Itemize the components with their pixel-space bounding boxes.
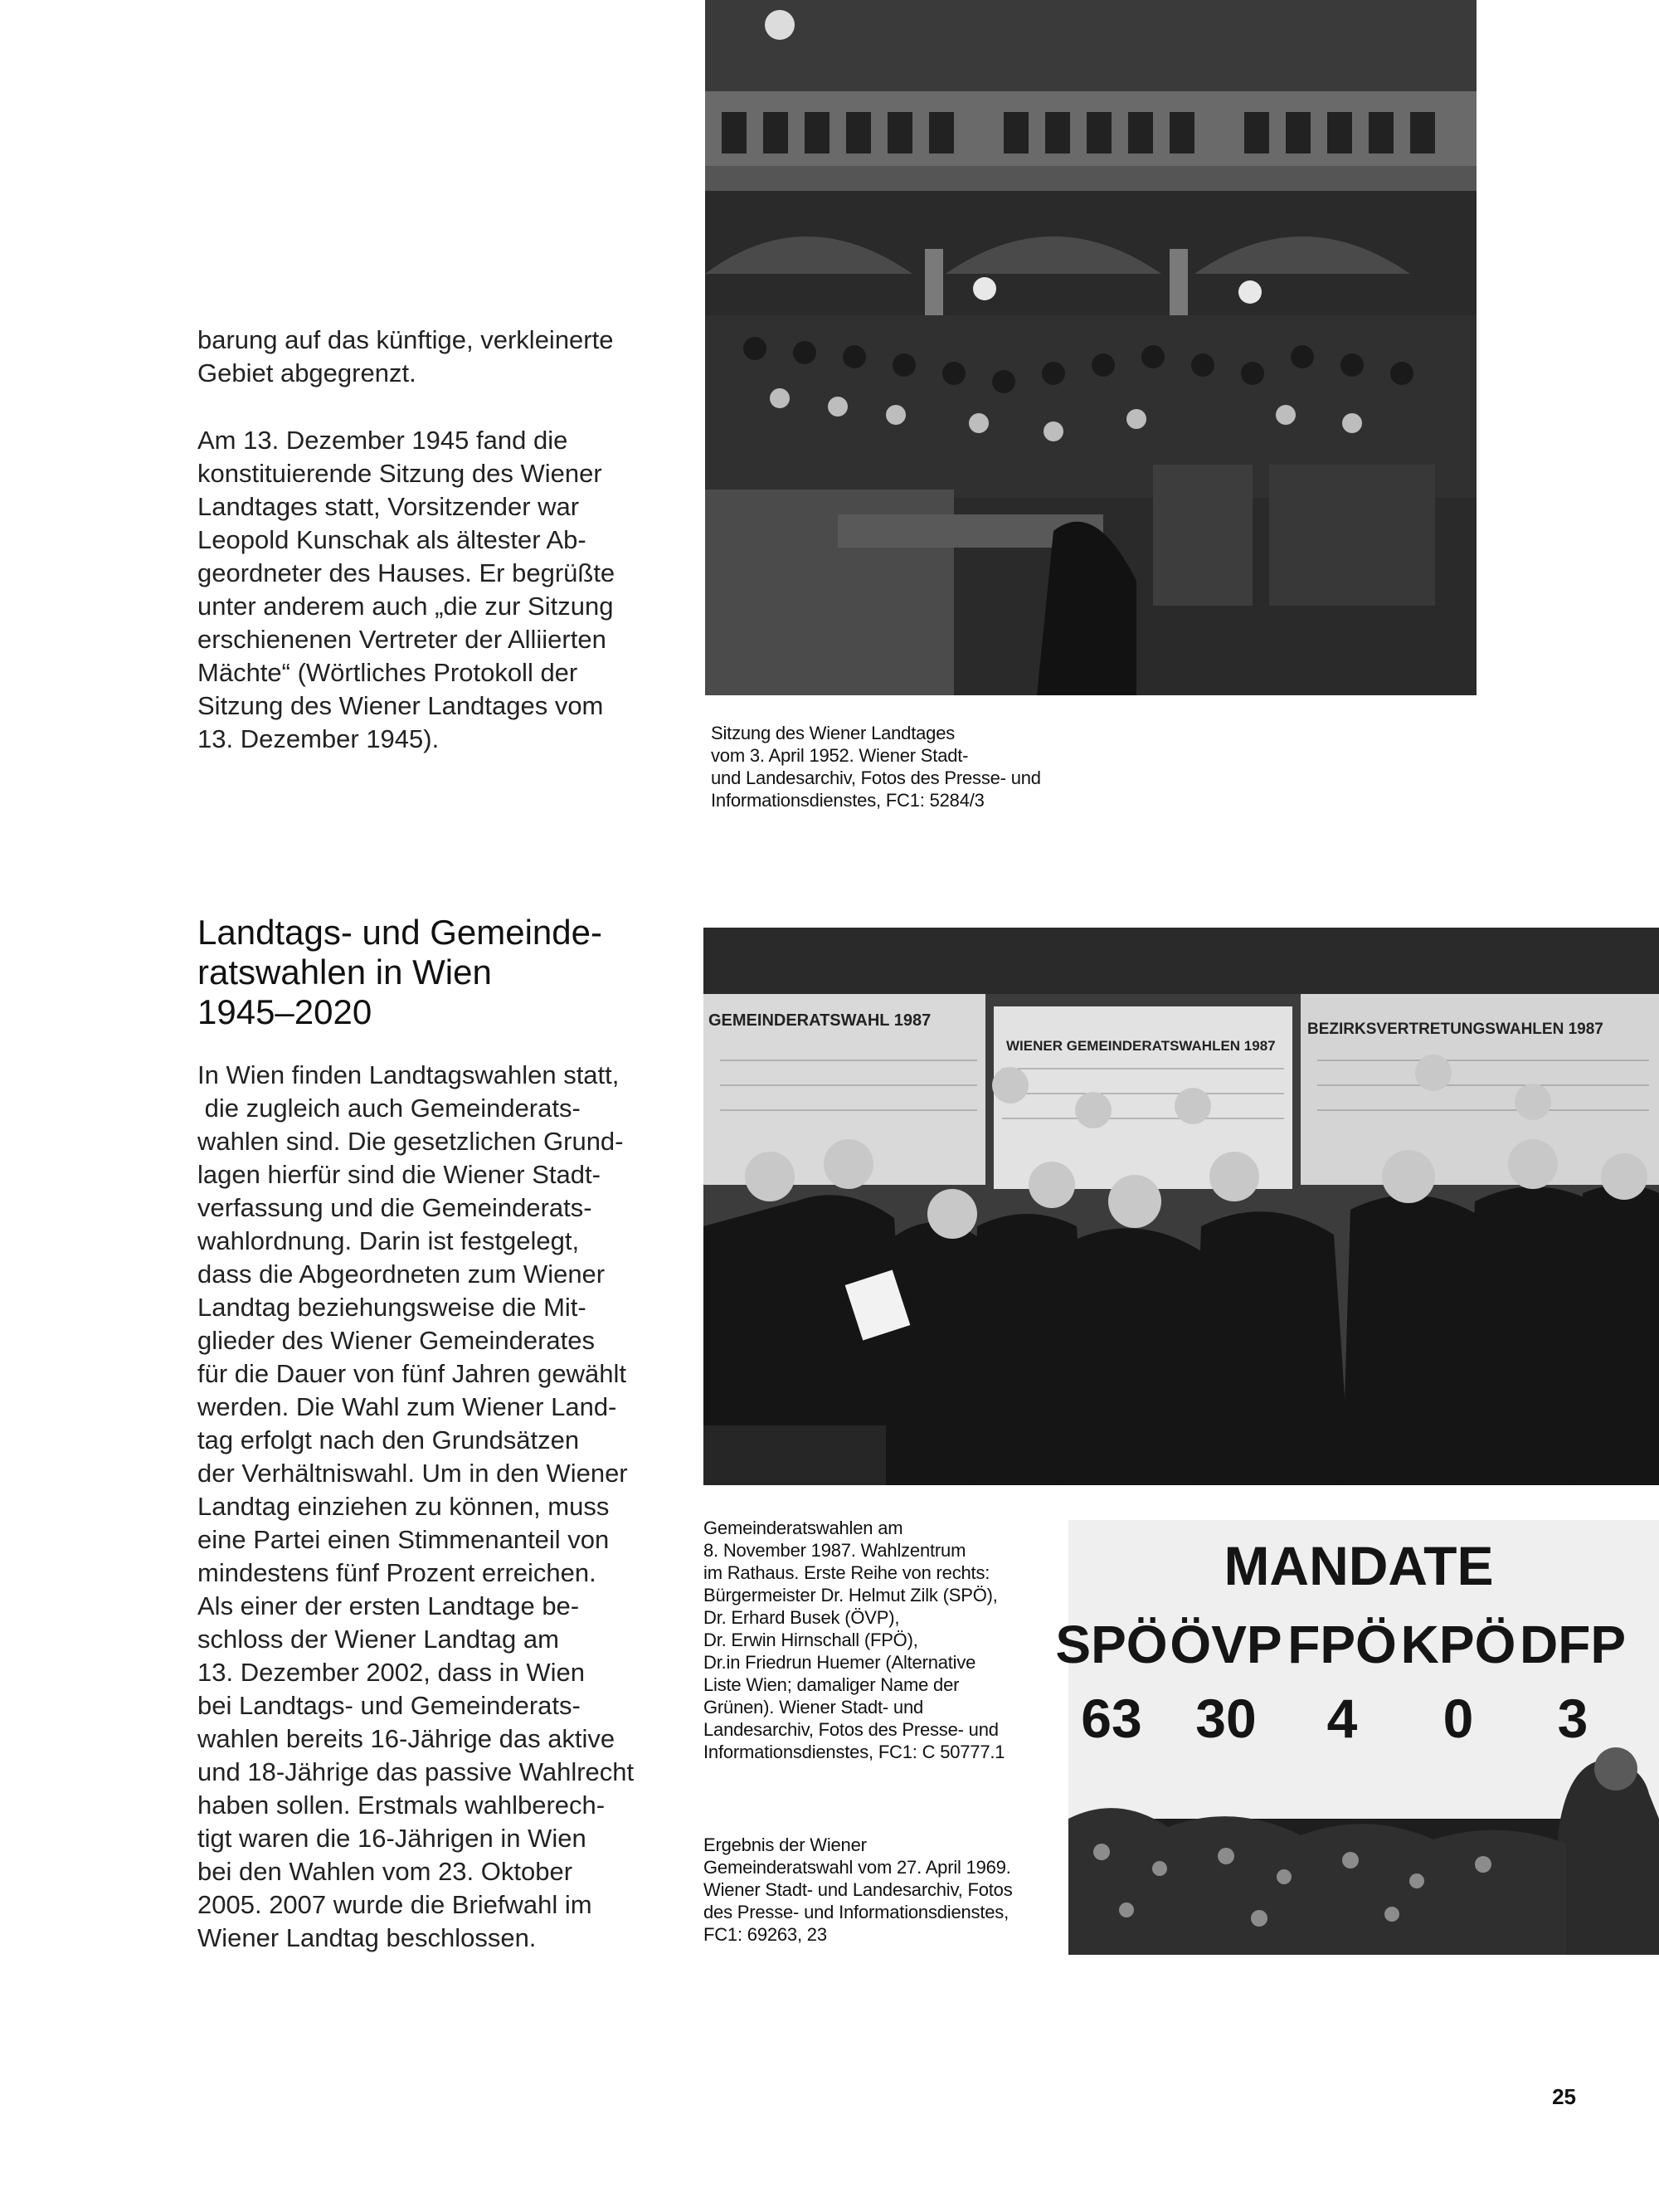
body-line: tigt waren die 16-Jährigen in Wien	[197, 1824, 586, 1853]
paragraph-line: Landtages statt, Vorsitzender war	[197, 492, 580, 521]
body-line: In Wien finden Landtagswahlen statt,	[197, 1060, 620, 1089]
body-line: 13. Dezember 2002, dass in Wien	[197, 1658, 585, 1687]
caption-line: Informationsdienstes, FC1: C 50777.1	[703, 1742, 1005, 1762]
body-line: werden. Die Wahl zum Wiener Land-	[197, 1392, 617, 1421]
body-line: bei Landtags- und Gemeinderats-	[197, 1691, 581, 1720]
paragraph-line: konstituierende Sitzung des Wiener	[197, 459, 602, 488]
paragraph-line: Sitzung des Wiener Landtages vom	[197, 691, 604, 720]
board-label: GEMEINDERATSWAHL 1987	[708, 1011, 932, 1030]
board-label: BEZIRKSVERTRETUNGSWAHLEN 1987	[1307, 1021, 1603, 1038]
caption-line: vom 3. April 1952. Wiener Stadt-	[711, 745, 969, 766]
caption-line: Informationsdienstes, FC1: 5284/3	[711, 790, 985, 811]
party-label: DFP	[1520, 1615, 1626, 1674]
caption-line: Dr. Erhard Busek (ÖVP),	[703, 1607, 900, 1628]
caption-line: und Landesarchiv, Fotos des Presse- und	[711, 767, 1041, 788]
body-line: die zugleich auch Gemeinderats-	[197, 1094, 581, 1123]
body-line: dass die Abgeordneten zum Wiener	[197, 1259, 606, 1289]
body-line: 2005. 2007 wurde die Briefwahl im	[197, 1890, 592, 1919]
intro-line: Gebiet abgegrenzt.	[197, 358, 416, 387]
session-paragraph	[197, 424, 645, 756]
body-line: für die Dauer von fünf Jahren gewählt	[197, 1359, 626, 1388]
paragraph-line: Am 13. Dezember 1945 fand die	[197, 426, 568, 455]
seat-count: 30	[1195, 1688, 1257, 1749]
party-label: FPÖ	[1287, 1615, 1397, 1674]
seat-count: 3	[1557, 1688, 1588, 1749]
body-line: Landtag einziehen zu können, muss	[197, 1492, 610, 1521]
paragraph-line: Leopold Kunschak als ältester Ab-	[197, 525, 586, 554]
caption-line: Gemeinderatswahl vom 27. April 1969.	[703, 1857, 1011, 1878]
body-line: und 18-Jährige das passive Wahlrecht	[197, 1757, 635, 1786]
body-line: bei den Wahlen vom 23. Oktober	[197, 1857, 573, 1886]
caption-mandate-board-1969	[703, 1834, 1013, 1946]
seat-count: 4	[1326, 1688, 1358, 1749]
photo-landtag-session-1952-image	[705, 0, 1477, 695]
paragraph-line: 13. Dezember 1945).	[197, 724, 440, 753]
intro-paragraph	[197, 324, 645, 390]
caption-line: Dr. Erwin Hirnschall (FPÖ),	[703, 1630, 918, 1650]
photo-election-centre-1987	[703, 928, 1659, 1485]
body-line: Als einer der ersten Landtage be-	[197, 1591, 580, 1620]
body-line: Wiener Landtag beschlossen.	[197, 1923, 537, 1952]
body-line: lagen hierfür sind die Wiener Stadt-	[197, 1160, 601, 1189]
caption-line: Dr.in Friedrun Huemer (Alternative	[703, 1652, 976, 1673]
paragraph-line: geordneter des Hauses. Er begrüßte	[197, 558, 615, 587]
seat-count: 0	[1443, 1688, 1474, 1749]
caption-line: Wiener Stadt- und Landesarchiv, Fotos	[703, 1879, 1013, 1900]
heading-line: 1945–2020	[197, 992, 372, 1031]
body-line: verfassung und die Gemeinderats-	[197, 1193, 592, 1222]
paragraph-line: erschienenen Vertreter der Alliierten	[197, 625, 606, 654]
caption-landtag-session-1952	[711, 722, 1041, 811]
paragraph-line: Mächte“ (Wörtliches Protokoll der	[197, 658, 578, 687]
caption-line: Landesarchiv, Fotos des Presse- und	[703, 1719, 999, 1740]
seat-count: 63	[1081, 1688, 1142, 1749]
board-label: WIENER GEMEINDERATSWAHLEN 1987	[1006, 1038, 1276, 1054]
party-label: ÖVP	[1170, 1615, 1282, 1674]
body-line: wahlordnung. Darin ist festgelegt,	[197, 1226, 580, 1255]
section-body	[197, 1059, 645, 1955]
photo-mandate-board-1969	[1055, 1520, 1659, 1955]
body-line: haben sollen. Erstmals wahlberech-	[197, 1791, 606, 1820]
body-line: der Verhältniswahl. Um in den Wiener	[197, 1459, 628, 1488]
board-title: MANDATE	[1224, 1535, 1494, 1596]
caption-line: Grünen). Wiener Stadt- und	[703, 1697, 924, 1717]
heading-line: ratswahlen in Wien	[197, 953, 492, 992]
body-line: wahlen sind. Die gesetzlichen Grund-	[197, 1127, 624, 1156]
photo-landtag-session-1952	[705, 0, 1477, 695]
body-line: tag erfolgt nach den Grundsätzen	[197, 1425, 580, 1454]
caption-line: des Presse- und Informationsdienstes,	[703, 1902, 1010, 1922]
caption-line: FC1: 69263, 23	[703, 1924, 827, 1945]
caption-line: Bürgermeister Dr. Helmut Zilk (SPÖ),	[703, 1585, 998, 1605]
body-line: schloss der Wiener Landtag am	[197, 1625, 559, 1654]
photo-election-centre-1987-image	[703, 928, 1659, 1485]
section-heading	[197, 913, 662, 1032]
photo-mandate-board-1969-image	[1055, 1520, 1659, 1955]
intro-line: barung auf das künftige, verkleinerte	[197, 325, 614, 354]
party-label: KPÖ	[1400, 1615, 1516, 1674]
body-line: eine Partei einen Stimmenanteil von	[197, 1525, 610, 1554]
body-line: wahlen bereits 16-Jährige das aktive	[197, 1724, 615, 1753]
heading-line: Landtags- und Gemeinde-	[197, 913, 602, 952]
body-line: Landtag beziehungsweise die Mit-	[197, 1293, 586, 1322]
page-number: 25	[1552, 2084, 1576, 2109]
body-line: mindestens fünf Prozent erreichen.	[197, 1558, 596, 1587]
paragraph-line: unter anderem auch „die zur Sitzung	[197, 592, 614, 621]
body-line: glieder des Wiener Gemeinderates	[197, 1326, 596, 1355]
caption-line: Ergebnis der Wiener	[703, 1834, 867, 1855]
caption-line: Gemeinderatswahlen am	[703, 1518, 903, 1538]
caption-line: im Rathaus. Erste Reihe von rechts:	[703, 1562, 990, 1583]
party-label: SPÖ	[1055, 1615, 1168, 1674]
caption-line: Sitzung des Wiener Landtages	[711, 723, 956, 743]
caption-election-centre-1987	[703, 1517, 1005, 1763]
caption-line: 8. November 1987. Wahlzentrum	[703, 1540, 966, 1561]
caption-line: Liste Wien; damaliger Name der	[703, 1674, 960, 1695]
